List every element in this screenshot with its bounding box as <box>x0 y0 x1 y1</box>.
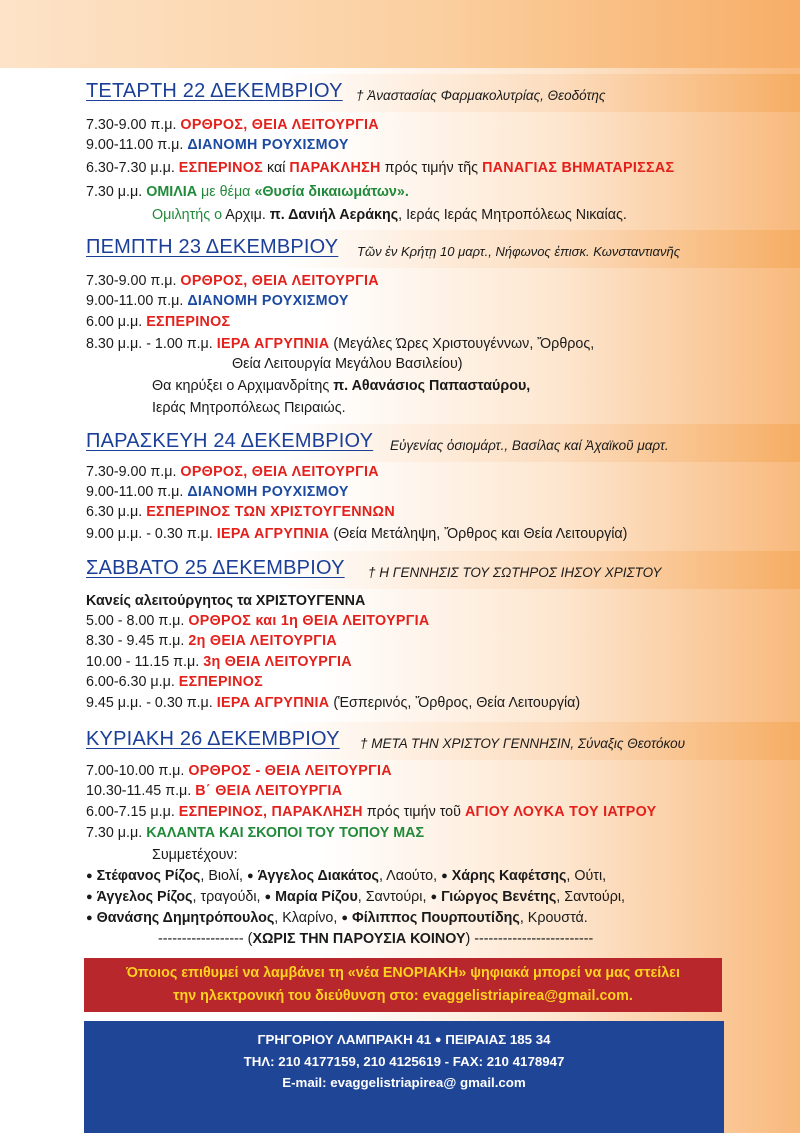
bullet-icon: ● <box>86 912 93 924</box>
schedule-line <box>86 503 395 521</box>
event: ΟΡΘΡΟΣ, ΘΕΙΑ ΛΕΙΤΟΥΡΓΙΑ <box>180 117 379 133</box>
event: ΟΡΘΡΟΣ και 1η ΘΕΙΑ ΛΕΙΤΟΥΡΓΙΑ <box>188 613 430 629</box>
time: 10.30-11.45 π.μ. <box>86 783 192 799</box>
event: ΟΜΙΛΙΑ <box>146 184 198 200</box>
no-audience-text: ΧΩΡΙΣ ΤΗΝ ΠΑΡΟΥΣΙΑ ΚΟΙΝΟΥ <box>252 931 466 947</box>
schedule-line <box>86 272 379 290</box>
schedule-note: Θεία Λειτουργία Μεγάλου Βασιλείου) <box>232 356 463 372</box>
footer-phones: ΤΗΛ: 210 4177159, 210 4125619 - FAX: 210 4178947 <box>243 1054 565 1069</box>
musician-instrument: , τραγούδι, <box>192 889 261 905</box>
top-band <box>0 0 800 68</box>
notice-line: Όποιος επιθυμεί να λαμβάνει τη «νέα ΕΝΟΡΙΑΚΗ» ψηφιακά μπορεί να μας στείλει <box>126 965 680 981</box>
event: ΔΙΑΝΟΜΗ ΡΟΥΧΙΣΜΟΥ <box>187 484 349 500</box>
bullet-icon: ● <box>341 912 348 924</box>
bullet-icon: ● <box>434 1034 442 1046</box>
time: 6.30-7.30 μ.μ. <box>86 160 175 176</box>
connector: με θέμα <box>201 184 251 200</box>
time: 6.00-6.30 μ.μ. <box>86 674 175 690</box>
musician-instrument: , Κλαρίνο, <box>274 910 338 926</box>
speaker-prefix: Θα κηρύξει ο Αρχιμανδρίτης <box>152 378 330 394</box>
notice-line: την ηλεκτρονική του διεύθυνση στο: evaggelistriapirea@gmail.com. <box>173 988 633 1004</box>
event: ΟΡΘΡΟΣ, ΘΕΙΑ ΛΕΙΤΟΥΡΓΙΑ <box>180 273 379 289</box>
speaker-diocese: , Ιεράς Ιεράς Μητροπόλεως Νικαίας. <box>398 207 627 223</box>
event: ΔΙΑΝΟΜΗ ΡΟΥΧΙΣΜΟΥ <box>187 137 349 153</box>
bullet-icon: ● <box>247 870 254 882</box>
event: ΟΡΘΡΟΣ - ΘΕΙΑ ΛΕΙΤΟΥΡΓΙΑ <box>188 763 392 779</box>
musician-name: Μαρία Ρίζου <box>275 889 358 905</box>
musician-instrument: , Λαούτο, <box>378 868 438 884</box>
musician-name: Φίλιππος Πουρπουτίδης <box>351 910 520 926</box>
time: 7.30 μ.μ. <box>86 184 143 200</box>
musician-instrument: , Κρουστά. <box>519 910 588 926</box>
connector: καί <box>267 160 286 176</box>
schedule-line <box>86 525 627 543</box>
musicians-row <box>86 909 588 927</box>
event: ΕΣΠΕΡΙΝΟΣ <box>178 674 264 690</box>
time: 6.00-7.15 μ.μ. <box>86 804 175 820</box>
event: ΕΣΠΕΡΙΝΟΣ <box>178 160 264 176</box>
participants-label: Συμμετέχουν: <box>152 847 238 863</box>
time: 5.00 - 8.00 π.μ. <box>86 613 185 629</box>
address-city: ΠΕΙΡΑΙΑΣ 185 34 <box>445 1032 551 1047</box>
dashes: ------------------------- <box>474 931 594 947</box>
note: (Θεία Μετάληψη, Ὄρθρος και Θεία Λειτουργία) <box>333 526 628 542</box>
schedule-line <box>86 762 392 780</box>
day-heading-saturday: ΣΑΒΒΑΤΟ 25 ΔΕΚΕΜΒΡΙΟΥ <box>86 557 345 579</box>
event: 3η ΘΕΙΑ ΛΕΙΤΟΥΡΓΙΑ <box>203 654 352 670</box>
speaker-prefix: Ομιλητής ο <box>152 207 223 223</box>
feast-friday: Εὐγενίας ὁσιομάρτ., Βασίλας καί Ἀχαϊκοῦ μαρτ. <box>390 438 669 453</box>
schedule-line <box>86 592 365 610</box>
schedule-line <box>86 159 674 177</box>
event: ΔΙΑΝΟΜΗ ΡΟΥΧΙΣΜΟΥ <box>187 293 349 309</box>
day-heading-sunday: ΚΥΡΙΑΚΗ 26 ΔΕΚΕΜΒΡΙΟΥ <box>86 728 340 750</box>
day-heading-thursday: ΠΕΜΠΤΗ 23 ΔΕΚΕΜΒΡΙΟΥ <box>86 236 339 258</box>
time: 6.30 μ.μ. <box>86 504 143 520</box>
speaker-title: Αρχιμ. <box>225 207 266 223</box>
feast-sunday: † ΜΕΤΑ ΤΗΝ ΧΡΙΣΤΟΥ ΓΕΝΝΗΣΙΝ, Σύναξις Θεοτόκου <box>360 736 686 751</box>
schedule-line <box>86 292 349 310</box>
musician-instrument: , Σαντούρι, <box>357 889 427 905</box>
speaker-diocese: Ιεράς Μητροπόλεως Πειραιώς. <box>152 400 346 416</box>
schedule-line <box>86 136 349 154</box>
schedule-line <box>86 313 230 331</box>
feast-saturday: † Η ΓΕΝΝΗΣΙΣ ΤΟΥ ΣΩΤΗΡΟΣ ΙΗΣΟΥ ΧΡΙΣΤΟΥ <box>368 565 662 580</box>
time: 9.45 μ.μ. - 0.30 π.μ. <box>86 695 213 711</box>
event: ΠΑΡΑΚΛΗΣΗ <box>289 160 381 176</box>
dashes: ------------------ <box>158 931 244 947</box>
musicians-row <box>86 867 606 885</box>
schedule-line <box>86 116 379 134</box>
schedule-line <box>86 824 424 842</box>
musician-instrument: , Ούτι, <box>566 868 607 884</box>
feast-wednesday: † Ἀναστασίας Φαρμακολυτρίας, Θεοδότης <box>356 88 606 103</box>
note: (Ἑσπερινός, Ὄρθρος, Θεία Λειτουργία) <box>333 695 581 711</box>
event: 2η ΘΕΙΑ ΛΕΙΤΟΥΡΓΙΑ <box>188 633 338 649</box>
bullet-icon: ● <box>86 870 93 882</box>
musician-name: Στέφανος Ρίζος <box>96 868 201 884</box>
bullet-icon: ● <box>441 870 448 882</box>
homily-topic: «Θυσία δικαιωμάτων». <box>254 184 409 200</box>
connector: πρός τιμήν τῆς <box>384 160 479 176</box>
bullet-icon: ● <box>264 891 272 903</box>
time: 7.30-9.00 π.μ. <box>86 273 177 289</box>
day-heading-wednesday: ΤΕΤΑΡΤΗ 22 ΔΕΚΕΜΒΡΙΟΥ <box>86 80 343 102</box>
time: 7.30-9.00 π.μ. <box>86 464 177 480</box>
time: 7.00-10.00 π.μ. <box>86 763 185 779</box>
schedule-line <box>86 673 263 691</box>
schedule-line <box>86 183 409 201</box>
schedule-line <box>86 632 337 650</box>
speaker-name: π. Αθανάσιος Παπασταύρου, <box>333 378 531 394</box>
time: 8.30 - 9.45 π.μ. <box>86 633 185 649</box>
event: ΙΕΡΑ ΑΓΡΥΠΝΙΑ <box>216 695 330 711</box>
musician-name: Άγγελος Ρίζος <box>96 889 193 905</box>
schedule-line <box>86 612 430 630</box>
speaker-line <box>152 377 530 395</box>
footer-address <box>84 1029 724 1051</box>
time: 9.00 μ.μ. - 0.30 π.μ. <box>86 526 213 542</box>
speaker-name: π. Δανιήλ Αεράκης <box>269 207 399 223</box>
time: 8.30 μ.μ. - 1.00 π.μ. <box>86 336 213 352</box>
event: ΕΣΠΕΡΙΝΟΣ ΤΩΝ ΧΡΙΣΤΟΥΓΕΝΝΩΝ <box>146 504 395 520</box>
schedule-line <box>86 335 594 353</box>
event: ΟΡΘΡΟΣ, ΘΕΙΑ ΛΕΙΤΟΥΡΓΙΑ <box>180 464 379 480</box>
address-street: ΓΡΗΓΟΡΙΟΥ ΛΑΜΠΡΑΚΗ 41 <box>257 1032 432 1047</box>
musicians-row <box>86 888 625 906</box>
schedule-line <box>86 463 379 481</box>
schedule-line <box>86 803 657 821</box>
bullet-icon: ● <box>430 891 438 903</box>
christmas-note: Κανείς αλειτούργητος τα ΧΡΙΣΤΟΥΓΕΝΝΑ <box>86 593 366 609</box>
day-heading-friday: ΠΑΡΑΣΚΕΥΗ 24 ΔΕΚΕΜΒΡΙΟΥ <box>86 430 374 452</box>
contact-footer <box>84 1021 724 1133</box>
time: 10.00 - 11.15 π.μ. <box>86 654 200 670</box>
schedule-line <box>86 653 352 671</box>
musician-name: Άγγελος Διακάτος <box>257 868 379 884</box>
time: 9.00-11.00 π.μ. <box>86 137 184 153</box>
event: ΑΓΙΟΥ ΛΟΥΚΑ ΤΟΥ ΙΑΤΡΟΥ <box>464 804 657 820</box>
event: ΕΣΠΕΡΙΝΟΣ, ΠΑΡΑΚΛΗΣΗ <box>178 804 363 820</box>
schedule-line <box>86 694 580 712</box>
event: ΠΑΝΑΓΙΑΣ ΒΗΜΑΤΑΡΙΣΣΑΣ <box>482 160 675 176</box>
time: 6.00 μ.μ. <box>86 314 143 330</box>
connector: πρός τιμήν τοῦ <box>366 804 461 820</box>
no-audience-line: ------------------ (ΧΩΡΙΣ ΤΗΝ ΠΑΡΟΥΣΙΑ ΚΟΙΝΟΥ) ------------------------- <box>158 931 594 947</box>
event: ΙΕΡΑ ΑΓΡΥΠΝΙΑ <box>216 526 330 542</box>
feast-thursday: Τῶν ἐν Κρήτῃ 10 μαρτ., Νήφωνος ἐπισκ. Κωνσταντιανῆς <box>357 244 681 259</box>
time: 9.00-11.00 π.μ. <box>86 293 184 309</box>
musician-name: Θανάσης Δημητρόπουλος <box>96 910 275 926</box>
musician-name: Χάρης Καφέτσης <box>451 868 567 884</box>
musician-instrument: , Βιολί, <box>200 868 244 884</box>
time: 9.00-11.00 π.μ. <box>86 484 184 500</box>
digital-subscription-notice <box>84 958 722 1012</box>
schedule-line <box>86 782 342 800</box>
footer-email: E-mail: evaggelistriapirea@ gmail.com <box>282 1075 526 1090</box>
musician-name: Γιώργος Βενέτης <box>441 889 557 905</box>
speaker-line <box>152 206 627 224</box>
event: ΕΣΠΕΡΙΝΟΣ <box>146 314 231 330</box>
event: ΙΕΡΑ ΑΓΡΥΠΝΙΑ <box>216 336 330 352</box>
time: 7.30 μ.μ. <box>86 825 143 841</box>
note: (Μεγάλες Ώρες Χριστουγέννων, Ὄρθρος, <box>333 336 595 352</box>
musician-instrument: , Σαντούρι, <box>556 889 625 905</box>
event: ΚΑΛΑΝΤΑ ΚΑΙ ΣΚΟΠΟΙ ΤΟΥ ΤΟΠΟΥ ΜΑΣ <box>146 825 425 841</box>
bullet-icon: ● <box>86 891 93 903</box>
event: Β΄ ΘΕΙΑ ΛΕΙΤΟΥΡΓΙΑ <box>195 783 343 799</box>
time: 7.30-9.00 π.μ. <box>86 117 177 133</box>
schedule-line <box>86 483 349 501</box>
